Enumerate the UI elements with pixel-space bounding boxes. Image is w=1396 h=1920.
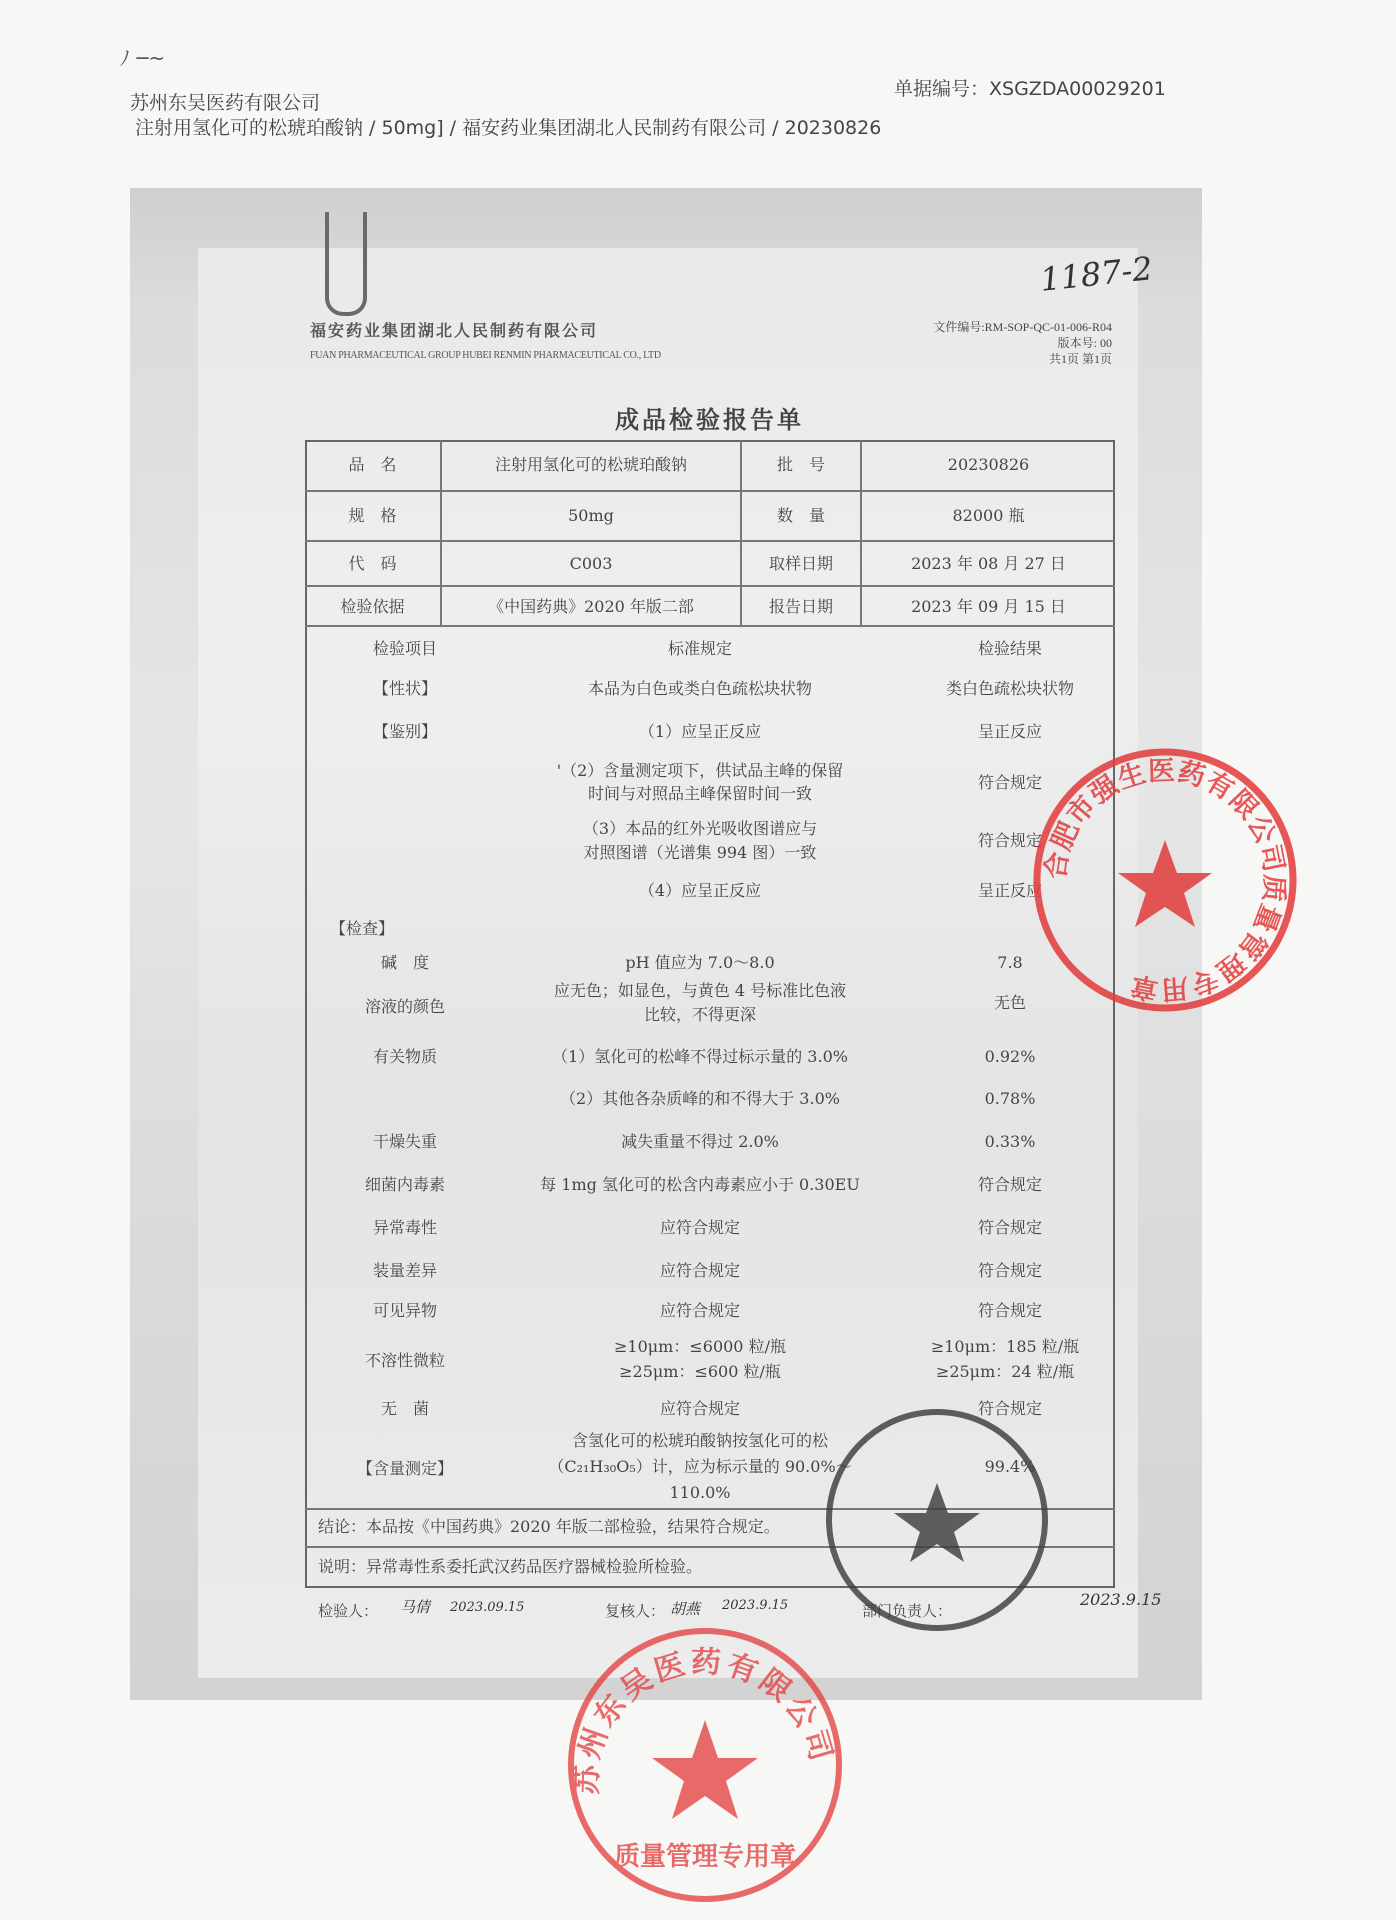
label-spec: 规 格 xyxy=(348,506,397,525)
star-icon xyxy=(652,1720,758,1819)
label-sample-date: 取样日期 xyxy=(768,554,833,573)
section-appearance: 【性状】 xyxy=(372,679,437,698)
standard-ident-3b: 对照图谱（光谱集 994 图）一致 xyxy=(583,843,817,862)
standard-abnormal-toxicity: 应符合规定 xyxy=(659,1218,740,1237)
value-code: C003 xyxy=(569,554,613,573)
standard-alkalinity: pH 值应为 7.0～8.0 xyxy=(625,953,775,972)
standard-endotoxin: 每 1mg 氢化可的松含内毒素应小于 0.30EU xyxy=(540,1175,860,1194)
note: 说明：异常毒性系委托武汉药品医疗器械检验所检验。 xyxy=(318,1557,703,1576)
item-abnormal-toxicity: 异常毒性 xyxy=(372,1218,437,1237)
value-basis: 《中国药典》2020 年版二部 xyxy=(488,597,694,616)
standard-ident-1: （1）应呈正反应 xyxy=(638,722,762,741)
standard-ident-2b: 时间与对照品主峰保留时间一致 xyxy=(587,784,812,803)
col-header-result: 检验结果 xyxy=(977,639,1042,658)
standard-ident-4: （4）应呈正反应 xyxy=(638,881,762,900)
standard-fill-variation: 应符合规定 xyxy=(659,1261,740,1280)
result-endotoxin: 符合规定 xyxy=(977,1175,1042,1194)
label-product-name: 品 名 xyxy=(348,455,397,474)
standard-related-1: （1）氢化可的松峰不得过标示量的 3.0% xyxy=(552,1047,848,1066)
standard-ident-3a: （3）本品的红外光吸收图谱应与 xyxy=(582,819,818,838)
item-solution-color: 溶液的颜色 xyxy=(364,997,445,1016)
page-count: 共1页 第1页 xyxy=(1048,352,1112,366)
result-related-2: 0.78% xyxy=(984,1089,1036,1108)
hefei-company-stamp xyxy=(1030,745,1300,1015)
result-loss-on-drying: 0.33% xyxy=(984,1132,1036,1151)
result-fill-variation: 符合规定 xyxy=(977,1261,1042,1280)
standard-sterility: 应符合规定 xyxy=(659,1399,740,1418)
item-loss-on-drying: 干燥失重 xyxy=(372,1132,437,1151)
reviewer-date: 2023.9.15 xyxy=(722,1598,789,1613)
item-endotoxin: 细菌内毒素 xyxy=(364,1175,445,1194)
label-code: 代 码 xyxy=(348,554,397,573)
suzhou-company-stamp xyxy=(560,1620,850,1910)
item-visible-particles: 可见异物 xyxy=(372,1301,437,1320)
handwritten-note: 1187-2 xyxy=(1038,249,1155,299)
standard-solution-color-b: 比较，不得更深 xyxy=(643,1005,756,1024)
result-related-1: 0.92% xyxy=(984,1047,1036,1066)
section-identification: 【鉴别】 xyxy=(372,722,437,741)
inspector-label: 检验人： xyxy=(318,1602,379,1620)
standard-assay-b: （C₂₁H₃₀O₅）计，应为标示量的 90.0%～ xyxy=(548,1457,852,1476)
standard-solution-color-a: 应无色；如显色，与黄色 4 号标准比色液 xyxy=(553,981,847,1000)
item-fill-variation: 装量差异 xyxy=(372,1261,437,1280)
guangfeng-company-stamp xyxy=(822,1405,1052,1635)
value-sample-date: 2023 年 08 月 27 日 xyxy=(911,554,1066,573)
document-number: 单据编号：XSGZDA00029201 xyxy=(894,78,1166,100)
inspector-signature: 马倩 xyxy=(400,1598,431,1616)
table-rule xyxy=(305,585,1115,587)
result-ident-3: 符合规定 xyxy=(977,831,1042,850)
label-basis: 检验依据 xyxy=(340,597,405,616)
standard-assay-c: 110.0% xyxy=(669,1483,731,1502)
standard-loss-on-drying: 减失重量不得过 2.0% xyxy=(621,1132,779,1151)
label-quantity: 数 量 xyxy=(776,506,825,525)
table-rule xyxy=(305,490,1115,492)
table-rule xyxy=(305,625,1115,627)
stamp-text: 苏州东吴医药有限公司 xyxy=(569,1644,840,1796)
reviewer-signature: 胡燕 xyxy=(670,1600,701,1618)
result-ident-2: 符合规定 xyxy=(977,773,1042,792)
table-rule xyxy=(305,540,1115,542)
conclusion: 结论：本品按《中国药典》2020 年版二部检验，结果符合规定。 xyxy=(318,1517,780,1536)
col-header-standard: 标准规定 xyxy=(667,639,732,658)
item-insoluble-particles: 不溶性微粒 xyxy=(364,1351,445,1370)
standard-related-2: （2）其他各杂质峰的和不得大于 3.0% xyxy=(560,1089,840,1108)
result-solution-color: 无色 xyxy=(993,993,1026,1012)
standard-insoluble-10um: ≥10μm：≤6000 粒/瓶 xyxy=(614,1337,786,1356)
pen-scribble: ﾉ ─~ xyxy=(120,46,166,70)
stamp-text: 合肥市强生医药有限公司质量管理专用章 xyxy=(1040,755,1290,1005)
section-assay: 【含量测定】 xyxy=(356,1459,453,1478)
value-report-date: 2023 年 09 月 15 日 xyxy=(911,597,1066,616)
label-batch: 批 号 xyxy=(776,455,825,474)
stamp-inner-text: 质量管理专用章 xyxy=(613,1842,797,1872)
label-report-date: 报告日期 xyxy=(768,597,833,616)
inspector-date: 2023.09.15 xyxy=(450,1600,525,1615)
result-sterility: 符合规定 xyxy=(977,1399,1042,1418)
star-icon xyxy=(894,1483,980,1562)
standard-insoluble-25um: ≥25μm：≤600 粒/瓶 xyxy=(619,1362,781,1381)
buyer-company-name: 苏州东吴医药有限公司 xyxy=(130,92,321,114)
version-number: 版本号: 00 xyxy=(1057,336,1112,350)
result-abnormal-toxicity: 符合规定 xyxy=(977,1218,1042,1237)
dept-head-label: 部门负责人： xyxy=(862,1602,953,1620)
section-tests: 【检查】 xyxy=(330,919,395,938)
star-icon xyxy=(1118,840,1212,927)
standard-appearance: 本品为白色或类白色疏松块状物 xyxy=(587,679,812,698)
manufacturer-name-en: FUAN PHARMACEUTICAL GROUP HUBEI RENMIN PHARMACEUTICAL CO., LTD xyxy=(310,350,661,361)
result-ident-4: 呈正反应 xyxy=(977,881,1042,900)
col-header-item: 检验项目 xyxy=(372,639,437,658)
product-line: 注射用氢化可的松琥珀酸钠 / 50mg] / 福安药业集团湖北人民制药有限公司 / 20230826 xyxy=(135,117,882,139)
result-alkalinity: 7.8 xyxy=(997,953,1023,972)
result-insoluble-25um: ≥25μm：24 粒/瓶 xyxy=(935,1362,1075,1381)
result-visible-particles: 符合规定 xyxy=(977,1301,1042,1320)
value-batch: 20230826 xyxy=(947,455,1030,474)
standard-visible-particles: 应符合规定 xyxy=(659,1301,740,1320)
value-quantity: 82000 瓶 xyxy=(952,506,1025,525)
item-sterility: 无 菌 xyxy=(380,1399,429,1418)
standard-assay-a: 含氢化可的松琥珀酸钠按氢化可的松 xyxy=(571,1431,828,1450)
manufacturer-name-cn: 福安药业集团湖北人民制药有限公司 xyxy=(310,321,599,340)
file-number: 文件编号:RM-SOP-QC-01-006-R04 xyxy=(933,320,1112,334)
result-assay: 99.4% xyxy=(984,1457,1036,1476)
value-product-name: 注射用氢化可的松琥珀酸钠 xyxy=(494,455,687,474)
report-title: 成品检验报告单 xyxy=(615,405,804,434)
reviewer-label: 复核人： xyxy=(605,1602,666,1620)
item-alkalinity: 碱 度 xyxy=(380,953,429,972)
result-insoluble-10um: ≥10μm：185 粒/瓶 xyxy=(930,1337,1080,1356)
dept-head-date: 2023.9.15 xyxy=(1080,1590,1162,1609)
result-appearance: 类白色疏松块状物 xyxy=(945,679,1074,698)
standard-ident-2a: '（2）含量测定项下，供试品主峰的保留 xyxy=(556,761,844,780)
item-related-substances: 有关物质 xyxy=(372,1047,437,1066)
paperclip-icon xyxy=(325,212,367,316)
value-spec: 50mg xyxy=(568,506,614,525)
result-ident-1: 呈正反应 xyxy=(977,722,1042,741)
